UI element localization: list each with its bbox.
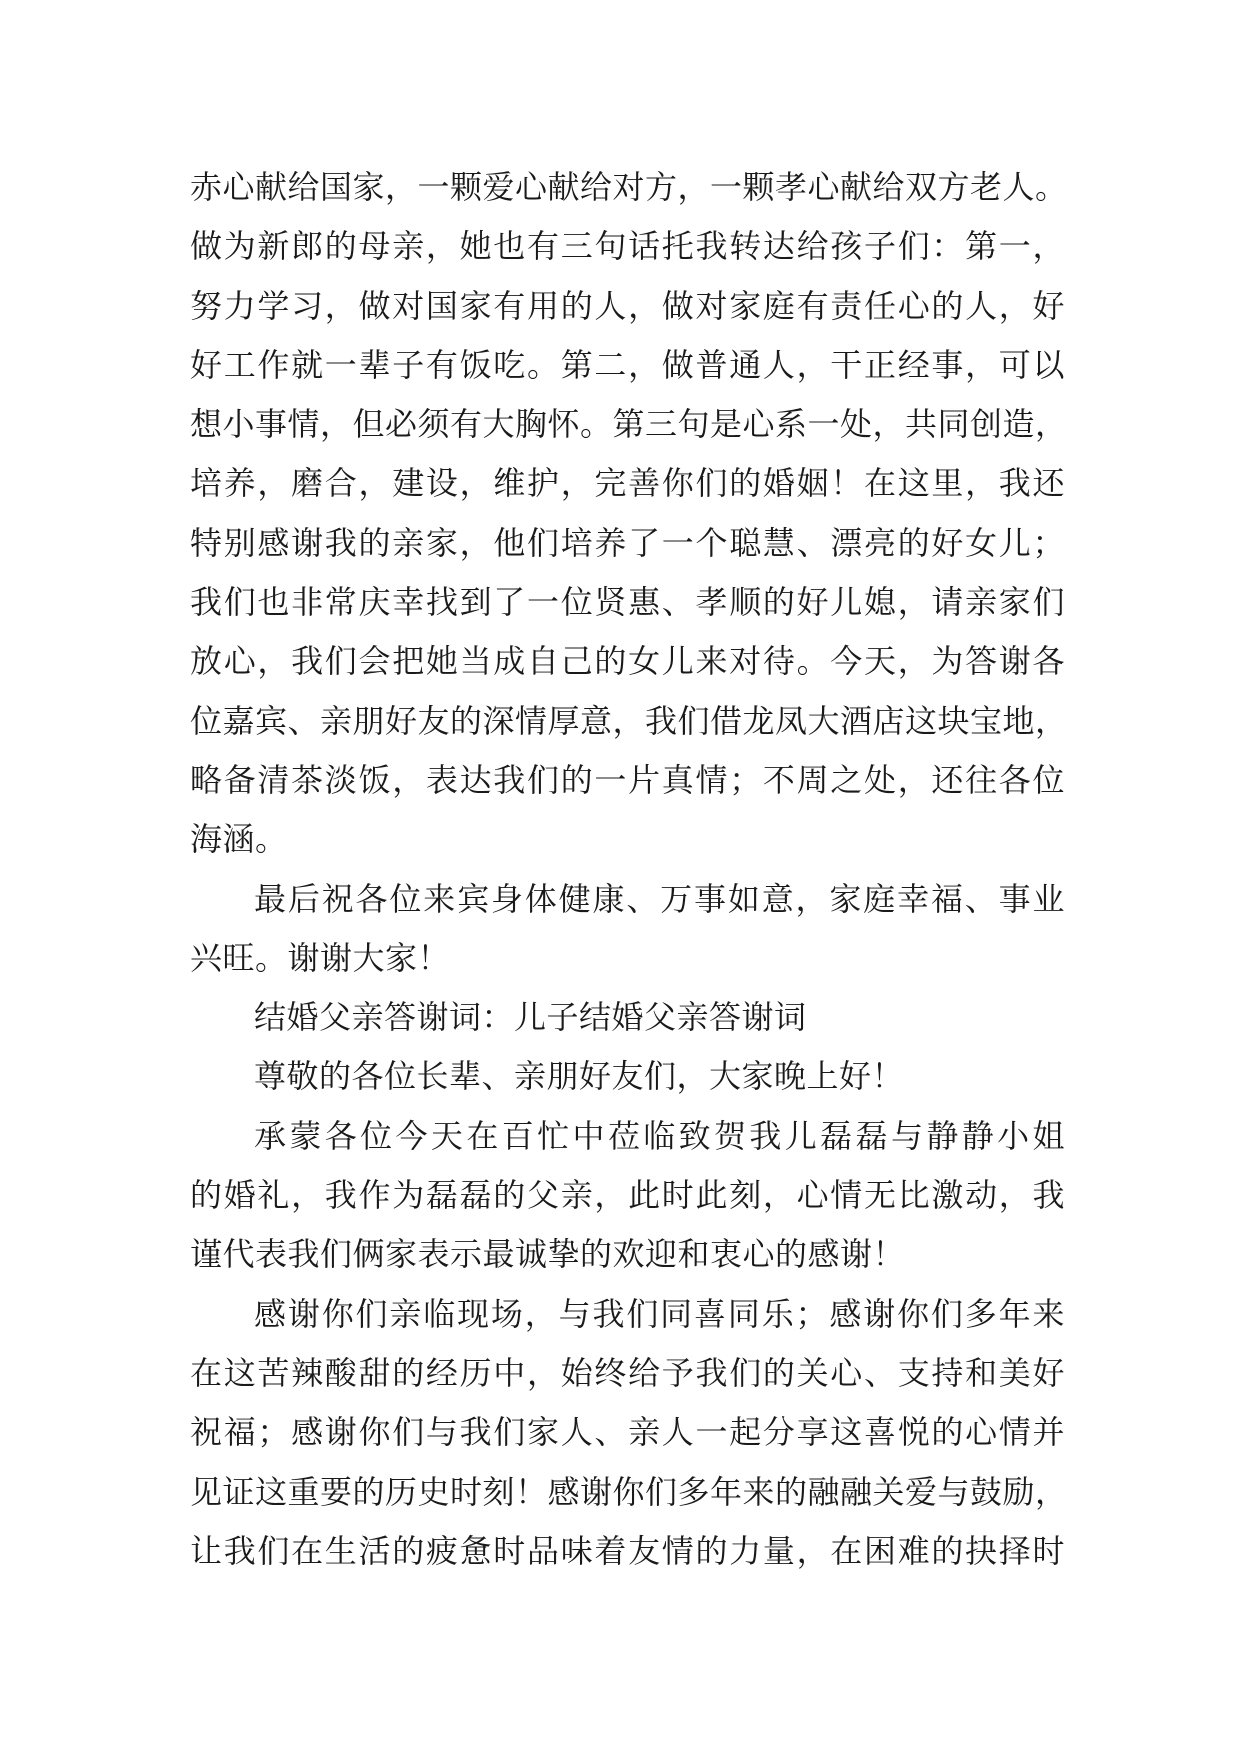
text-line: 赤心献给国家，一颗爱心献给对方，一颗孝心献给双方老人。 bbox=[190, 168, 1068, 206]
text-line: 我们也非常庆幸找到了一位贤惠、孝顺的好儿媳，请亲家们 bbox=[190, 583, 1065, 622]
text-line: 感谢你们亲临现场，与我们同喜同乐；感谢你们多年来 bbox=[254, 1294, 1065, 1333]
text-line: 培养，磨合，建设，维护，完善你们的婚姻！在这里，我还 bbox=[190, 464, 1065, 503]
text-line: 在这苦辣酸甜的经历中，始终给予我们的关心、支持和美好 bbox=[190, 1353, 1065, 1392]
text-line: 结婚父亲答谢词：儿子结婚父亲答谢词 bbox=[254, 998, 807, 1037]
text-line: 略备清茶淡饭，表达我们的一片真情；不周之处，还往各位 bbox=[190, 760, 1065, 799]
text-line: 祝福；感谢你们与我们家人、亲人一起分享这喜悦的心情并 bbox=[190, 1413, 1065, 1452]
text-line: 好工作就一辈子有饭吃。第二，做普通人，干正经事，可以 bbox=[190, 345, 1065, 384]
text-line: 放心，我们会把她当成自己的女儿来对待。今天，为答谢各 bbox=[190, 642, 1065, 681]
text-line: 见证这重要的历史时刻！感谢你们多年来的融融关爱与鼓励， bbox=[190, 1472, 1068, 1511]
text-line: 兴旺。谢谢大家！ bbox=[190, 938, 451, 977]
text-line: 做为新郎的母亲，她也有三句话托我转达给孩子们：第一， bbox=[190, 227, 1065, 266]
text-line: 海涵。 bbox=[190, 820, 288, 859]
text-line: 特别感谢我的亲家，他们培养了一个聪慧、漂亮的好女儿； bbox=[190, 523, 1065, 562]
text-line: 想小事情，但必须有大胸怀。第三句是心系一处，共同创造， bbox=[190, 405, 1068, 444]
text-line: 让我们在生活的疲惫时品味着友情的力量，在困难的抉择时 bbox=[190, 1531, 1065, 1570]
text-line: 尊敬的各位长辈、亲朋好友们，大家晚上好！ bbox=[254, 1057, 905, 1096]
text-line: 承蒙各位今天在百忙中莅临致贺我儿磊磊与静静小姐 bbox=[254, 1116, 1065, 1155]
text-line: 谨代表我们俩家表示最诚挚的欢迎和衷心的感谢！ bbox=[190, 1235, 906, 1274]
text-line: 位嘉宾、亲朋好友的深情厚意，我们借龙凤大酒店这块宝地， bbox=[190, 701, 1068, 740]
text-line: 的婚礼，我作为磊磊的父亲，此时此刻，心情无比激动，我 bbox=[190, 1176, 1065, 1215]
document-body bbox=[190, 158, 1068, 1581]
text-line: 最后祝各位来宾身体健康、万事如意，家庭幸福、事业 bbox=[254, 879, 1065, 918]
text-line: 努力学习，做对国家有用的人，做对家庭有责任心的人，好 bbox=[190, 286, 1065, 325]
